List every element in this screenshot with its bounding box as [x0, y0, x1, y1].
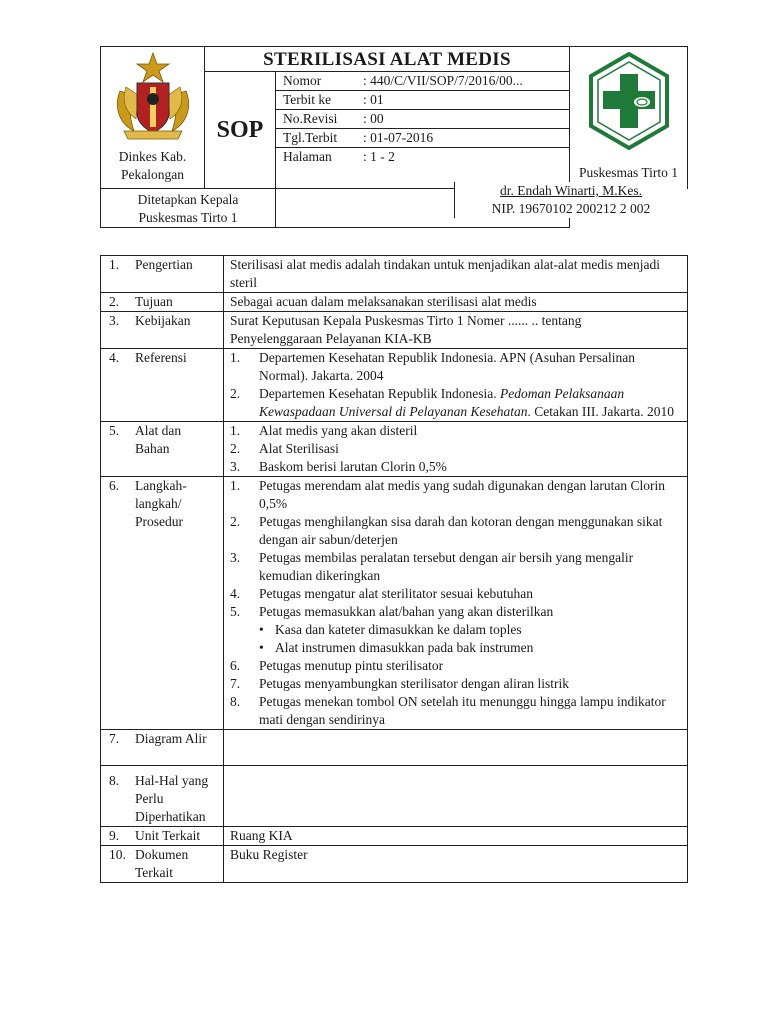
- row-label: langkah/: [135, 496, 182, 511]
- ditetapkan-cell: [101, 189, 276, 228]
- procedure-step: Petugas menghilangkan sisa darah dan kotoran dengan menggunakan sikat dengan air sabun/deterjen: [259, 514, 663, 547]
- meta-key: Tgl.Terbit: [283, 130, 338, 145]
- meta-row-tgl-terbit: [276, 129, 570, 148]
- row-content: Ruang KIA: [224, 827, 688, 846]
- reference-text: . Cetakan III. Jakarta. 2010: [527, 404, 675, 419]
- ditetapkan-line1: Ditetapkan Kepala: [137, 192, 239, 207]
- left-logo-cell: [101, 47, 205, 189]
- meta-row-no-revisi: [276, 110, 570, 129]
- ditetapkan-line2: Puskesmas Tirto 1: [138, 210, 238, 225]
- meta-key: Terbit ke: [283, 92, 332, 107]
- table-row: [101, 477, 688, 730]
- signer-name: dr. Endah Winarti, M.Kes.: [499, 183, 643, 198]
- row-content: Sterilisasi alat medis adalah tindakan untuk menjadikan alat-alat medis menjadi steril: [224, 256, 688, 293]
- bullet-item: [230, 621, 683, 639]
- table-row: [101, 422, 688, 477]
- row-content: [224, 349, 688, 422]
- row-number: 4.: [109, 350, 120, 365]
- table-row: [101, 312, 688, 349]
- table-row: [101, 766, 688, 827]
- bullet-icon: •: [259, 622, 264, 637]
- reference-text: Departemen Kesehatan Republik Indonesia. APN (Asuhan Persalinan Normal). Jakarta. 2004: [259, 350, 636, 383]
- signer-box: [454, 182, 687, 218]
- row-label: Pengertian: [135, 257, 193, 272]
- procedure-step: Petugas memasukkan alat/bahan yang akan disterilkan: [259, 604, 554, 619]
- meta-value: : 1 - 2: [363, 149, 395, 164]
- meta-value: : 440/C/VII/SOP/7/2016/00...: [363, 73, 523, 88]
- list-item: 3. Petugas membilas peralatan tersebut dengan air bersih yang mengalir kemudian dikeringkan: [230, 549, 683, 585]
- row-label: Bahan: [135, 441, 170, 456]
- list-item: 1. Petugas merendam alat medis yang sudah digunakan dengan larutan Clorin 0,5%: [230, 477, 683, 513]
- sop-label: SOP: [205, 72, 276, 189]
- procedure-step: Petugas membilas peralatan tersebut dengan air bersih yang mengalir kemudian dikeringkan: [259, 550, 634, 583]
- row-label: Referensi: [135, 350, 187, 365]
- row-label: Kebijakan: [135, 313, 191, 328]
- list-item: 3. Baskom berisi larutan Clorin 0,5%: [230, 459, 447, 474]
- row-number: 3.: [109, 313, 120, 328]
- row-number: 8.: [109, 773, 120, 788]
- bullet-icon: •: [259, 640, 264, 655]
- row-content: [224, 422, 688, 477]
- meta-value: : 01: [363, 92, 384, 107]
- procedure-step: Petugas mengatur alat sterilitator sesuai kebutuhan: [259, 586, 534, 601]
- list-item: 1. Alat medis yang akan disteril: [230, 423, 418, 438]
- row-label: Hal-Hal yang: [135, 773, 209, 788]
- row-label: Tujuan: [135, 294, 173, 309]
- row-content: [224, 477, 688, 730]
- table-row: [101, 730, 688, 766]
- row-label: Perlu: [135, 791, 164, 806]
- table-row: [101, 256, 688, 293]
- bullet-text: Kasa dan kateter dimasukkan ke dalam toples: [275, 622, 522, 637]
- list-item: 1. Departemen Kesehatan Republik Indonesia. APN (Asuhan Persalinan Normal). Jakarta. 2004: [230, 349, 683, 385]
- list-item: 4. Petugas mengatur alat sterilitator sesuai kebutuhan: [230, 586, 534, 601]
- list-item: 5. Petugas memasukkan alat/bahan yang akan disterilkan: [230, 604, 554, 619]
- row-number: 10.: [109, 847, 126, 862]
- left-org-line1: Dinkes Kab.: [118, 149, 187, 164]
- list-item: 8. Petugas menekan tombol ON setelah itu menunggu hingga lampu indikator mati dengan sendirinya: [230, 693, 683, 729]
- list-item: 7. Petugas menyambungkan sterilisator dengan aliran listrik: [230, 676, 570, 691]
- row-label: Terkait: [135, 865, 174, 880]
- reference-text: Departemen Kesehatan Republik Indonesia.: [259, 386, 501, 401]
- policy-line1: Surat Keputusan Kepala Puskesmas Tirto 1 Nomer ...... .. tentang: [230, 313, 582, 328]
- meta-row-nomor: [276, 72, 570, 91]
- row-number: 2.: [109, 294, 120, 309]
- row-label: Alat dan: [135, 423, 182, 438]
- row-label: Langkah-: [135, 478, 187, 493]
- row-content-empty: [224, 730, 688, 766]
- meta-row-terbit-ke: [276, 91, 570, 110]
- meta-value: : 01-07-2016: [363, 130, 434, 145]
- material-item: Alat medis yang akan disteril: [259, 423, 418, 438]
- row-number: 5.: [109, 423, 120, 438]
- policy-line2: Penyelenggaraan Pelayanan KIA-KB: [230, 331, 432, 346]
- reference-title: Pedoman Pelaksanaan Kewaspadaan Universal di Pelayanan Kesehatan: [259, 386, 625, 419]
- row-number: 9.: [109, 828, 120, 843]
- sop-content-table: [100, 255, 688, 883]
- meta-key: Halaman: [283, 149, 332, 164]
- procedure-step: Petugas menekan tombol ON setelah itu menunggu hingga lampu indikator mati dengan sendirinya: [259, 694, 666, 727]
- row-content: Sebagai acuan dalam melaksanakan sterilisasi alat medis: [224, 293, 688, 312]
- bullet-text: Alat instrumen dimasukkan pada bak instrumen: [275, 640, 534, 655]
- document-title: STERILISASI ALAT MEDIS: [205, 47, 570, 72]
- pekalongan-emblem-icon: [110, 51, 196, 143]
- row-content: [224, 312, 688, 349]
- procedure-step: Petugas merendam alat medis yang sudah digunakan dengan larutan Clorin 0,5%: [259, 478, 666, 511]
- procedure-step: Petugas menyambungkan sterilisator dengan aliran listrik: [259, 676, 570, 691]
- signer-nip: NIP. 19670102 200212 2 002: [491, 201, 651, 216]
- right-org-name: Puskesmas Tirto 1: [578, 165, 679, 180]
- row-label: Diperhatikan: [135, 809, 206, 824]
- meta-key: No.Revisi: [283, 111, 338, 126]
- table-row: [101, 293, 688, 312]
- row-number: 7.: [109, 731, 120, 746]
- list-item: 2. Alat Sterilisasi: [230, 441, 339, 456]
- row-label: Diagram Alir: [135, 731, 207, 746]
- row-content: Buku Register: [224, 846, 688, 883]
- table-row: [101, 827, 688, 846]
- row-label: Unit Terkait: [135, 828, 201, 843]
- row-number: 1.: [109, 257, 120, 272]
- table-row: [101, 349, 688, 422]
- procedure-step: Petugas menutup pintu sterilisator: [259, 658, 444, 673]
- material-item: Alat Sterilisasi: [259, 441, 339, 456]
- left-org-line2: Pekalongan: [121, 167, 184, 182]
- list-item: 6. Petugas menutup pintu sterilisator: [230, 658, 444, 673]
- right-logo-cell: [570, 47, 688, 189]
- row-label: Dokumen: [135, 847, 189, 862]
- meta-value: : 00: [363, 111, 384, 126]
- puskesmas-logo-icon: [587, 52, 671, 150]
- list-item: 2. Departemen Kesehatan Republik Indonesia. Pedoman Pelaksanaan Kewaspadaan Universal di Pelayanan Kesehatan. Cetakan III. Jakarta. 2010: [230, 386, 675, 419]
- list-item: 2. Petugas menghilangkan sisa darah dan kotoran dengan menggunakan sikat dengan air sabun/deterjen: [230, 513, 683, 549]
- row-number: 6.: [109, 478, 120, 493]
- table-row: [101, 846, 688, 883]
- row-label: Prosedur: [135, 514, 183, 529]
- bullet-item: [230, 639, 683, 657]
- material-item: Baskom berisi larutan Clorin 0,5%: [259, 459, 447, 474]
- row-content-empty: [224, 766, 688, 827]
- meta-key: Nomor: [283, 73, 322, 88]
